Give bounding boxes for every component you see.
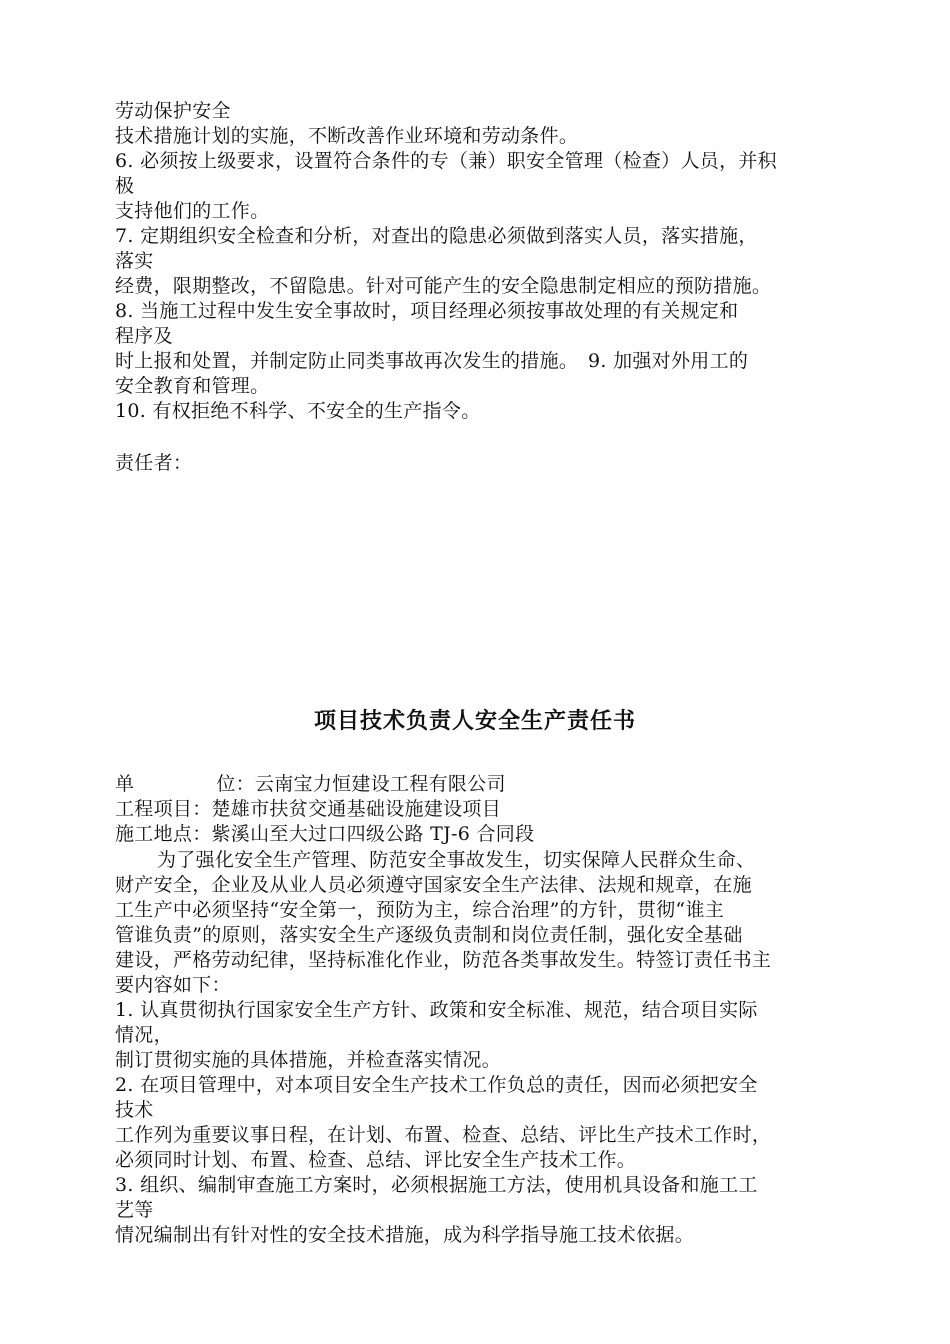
text-line: 要内容如下： — [115, 974, 231, 996]
text-line: 制订贯彻实施的具体措施，并检查落实情况。 — [115, 1049, 502, 1071]
text-line: 为了强化安全生产管理、防范安全事故发生，切实保障人民群众生命、 — [157, 849, 756, 871]
text-line: 2. 在项目管理中，对本项目安全生产技术工作负总的责任，因而必须把安全 — [115, 1074, 758, 1096]
text-line: 时上报和处置，并制定防止同类事故再次发生的措施。 9. 加强对外用工的 — [115, 350, 749, 372]
project-line: 工程项目：楚雄市扶贫交通基础设施建设项目 — [115, 798, 502, 820]
unit-line — [115, 772, 506, 796]
unit-label-b: 位： — [216, 773, 255, 795]
text-line: 财产安全，企业及从业人员必须遵守国家安全生产法律、法规和规章，在施 — [115, 874, 752, 896]
unit-label-a: 单 — [115, 773, 135, 795]
signature-label: 责任者： — [115, 452, 193, 474]
text-line: 10. 有权拒绝不科学、不安全的生产指令。 — [115, 400, 481, 422]
text-line: 8. 当施工过程中发生安全事故时，项目经理必须按事故处理的有关规定和 — [115, 300, 739, 322]
text-line: 工生产中必须坚持“安全第一，预防为主，综合治理”的方针，贯彻“谁主 — [115, 899, 725, 921]
text-line: 情况编制出有针对性的安全技术措施，成为科学指导施工技术依据。 — [115, 1224, 695, 1246]
location-line: 施工地点：紫溪山至大过口四级公路 TJ-6 合同段 — [115, 823, 535, 845]
text-line: 支持他们的工作。 — [115, 200, 270, 222]
text-line: 程序及 — [115, 325, 173, 347]
text-line: 工作列为重要议事日程，在计划、布置、检查、总结、评比生产技术工作时， — [115, 1124, 772, 1146]
text-line: 建设，严格劳动纪律，坚持标准化作业，防范各类事故发生。特签订责任书主 — [115, 949, 772, 971]
text-line: 艺等 — [115, 1199, 154, 1221]
text-line: 劳动保护安全 — [115, 100, 231, 122]
text-line: 经费，限期整改，不留隐患。针对可能产生的安全隐患制定相应的预防措施。 — [115, 275, 772, 297]
text-line: 极 — [115, 175, 135, 197]
text-line: 技术措施计划的实施，不断改善作业环境和劳动条件。 — [115, 125, 579, 147]
text-line: 情况， — [115, 1024, 173, 1046]
text-line: 落实 — [115, 250, 154, 272]
text-line: 必须同时计划、布置、检查、总结、评比安全生产技术工作。 — [115, 1149, 637, 1171]
text-line: 6. 必须按上级要求，设置符合条件的专（兼）职安全管理（检查）人员，并积 — [115, 150, 777, 172]
text-line: 技术 — [115, 1099, 154, 1121]
text-line: 7. 定期组织安全检查和分析，对查出的隐患必须做到落实人员，落实措施， — [115, 225, 758, 247]
document-title: 项目技术负责人安全生产责任书 — [313, 709, 636, 734]
text-line: 3. 组织、编制审查施工方案时，必须根据施工方法，使用机具设备和施工工 — [115, 1174, 758, 1196]
text-line: 管谁负责”的原则，落实安全生产逐级负责制和岗位责任制，强化安全基础 — [115, 924, 743, 946]
text-line: 1. 认真贯彻执行国家安全生产方针、政策和安全标准、规范，结合项目实际 — [115, 999, 758, 1021]
unit-value: 云南宝力恒建设工程有限公司 — [254, 773, 506, 795]
text-line: 安全教育和管理。 — [115, 375, 270, 397]
